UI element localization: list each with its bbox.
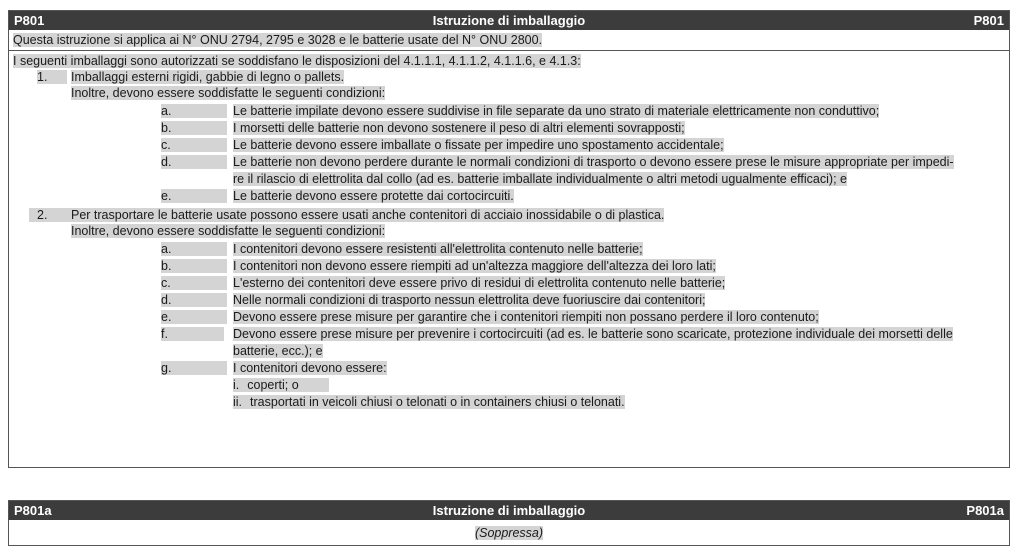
item1-sub-a-text: Le batterie impilate devono essere suddivise in file separate da uno strato di materiale elettricamente non conduttivo; (233, 104, 880, 118)
p801-applies: Questa istruzione si applica ai N° ONU 2794, 2795 e 3028 e le batterie usate del N° ONU 2800. (13, 33, 543, 47)
item1-sub-b-text: I morsetti delle batterie non devono sostenere il peso di altri elementi sovrapposti; (233, 121, 685, 135)
item1-sub-c-letter: c. (161, 138, 227, 152)
item2-g-roman-ii: ii. (233, 395, 250, 409)
item2-sub-f-text: Devono essere prese misure per prevenire i cortocircuiti (ad es. le batterie sono scaricate, protezione individuale dei morsetti delle (233, 327, 953, 341)
item2-sub-a-text: I contenitori devono essere resistenti all'elettrolita contenuto nelle batterie; (233, 242, 643, 256)
item1-sub-b-letter: b. (161, 121, 227, 135)
item1-sub-d-continuation: re il rilascio di elettrolita dal collo (ad es. batterie imballate individualmente o altri metodi ugualmente efficaci); e (233, 172, 847, 186)
p801a-note: (Soppressa) (474, 526, 544, 540)
item1-text: Imballaggi esterni rigidi, gabbie di legno o pallets. (71, 70, 345, 84)
item2-sub-c-letter: c. (161, 276, 227, 290)
p801a-title: Istruzione di imballaggio (432, 503, 586, 518)
item2-text: Per trasportare le batterie usate possono essere usati anche contenitori di acciaio inossidabile o di plastica. (71, 208, 665, 222)
item2-sub-g-text: I contenitori devono essere: (233, 361, 387, 375)
item2-sub-e-text: Devono essere prese misure per garantire che i contenitori riempiti non possano perdere il loro contenuto; (233, 310, 819, 324)
item1-number: 1. (37, 70, 67, 84)
p801a-code-left: P801a (14, 503, 52, 518)
item1-sub-d-text: Le batterie non devono perdere durante le normali condizioni di trasporto o devono essere prese le misure appropriate per impedi- (233, 155, 954, 169)
item1-sub-e-letter: e. (161, 189, 227, 203)
item1-sub-a-letter: a. (161, 104, 227, 118)
item2-sub-b-letter: b. (161, 259, 227, 273)
item2-sub-d-letter: d. (161, 293, 227, 307)
p801-intro: I seguenti imballaggi sono autorizzati se soddisfano le disposizioni del 4.1.1.1, 4.1.1.2, 4.1.1.6, e 4.1.3: (13, 54, 581, 68)
item2-sub-c-text: L'esterno dei contenitori deve essere privo di residui di elettrolita contenuto nelle batterie; (233, 276, 726, 290)
item2-sub-d-text: Nelle normali condizioni di trasporto nessun elettrolita deve fuoriuscire dai contenitori; (233, 293, 706, 307)
p801-divider (9, 50, 1009, 51)
item2-sub-f-letter: f. (161, 327, 224, 341)
p801a-code-right: P801a (966, 503, 1004, 518)
p801-code-left: P801 (14, 13, 45, 28)
item2-sub-g-letter: g. (161, 361, 227, 375)
item2-g-text-i: coperti; o (247, 378, 328, 392)
item1-sub-c-text: Le batterie devono essere imballate o fissate per impedire uno spostamento accidentale; (233, 138, 724, 152)
item1-sub-e-text: Le batterie devono essere protette dai cortocircuiti. (233, 189, 514, 203)
item2-sub-e-letter: e. (161, 310, 227, 324)
item2-sub-a-letter: a. (161, 242, 227, 256)
p801-code-right: P801 (973, 13, 1004, 28)
item2-g-roman-i: i. (233, 378, 247, 392)
item2-conditions: Inoltre, devono essere soddisfatte le seguenti condizioni: (71, 224, 386, 238)
p801-table (8, 10, 1010, 468)
item2-g-text-ii: trasportati in veicoli chiusi o telonati o in containers chiusi o telonati. (250, 395, 625, 409)
item2-sub-b-text: I contenitori non devono essere riempiti ad un'altezza maggiore dell'altezza dei loro lati; (233, 259, 716, 273)
item1-conditions: Inoltre, devono essere soddisfatte le seguenti condizioni: (71, 86, 386, 100)
p801a-header (9, 501, 1009, 520)
p801a-table (8, 500, 1010, 546)
item1-sub-d-letter: d. (161, 155, 227, 169)
item2-sub-f-continuation: batterie, ecc.); e (233, 344, 323, 358)
item2-number: 2. (29, 208, 71, 222)
p801-title: Istruzione di imballaggio (432, 13, 586, 28)
p801-header (9, 11, 1009, 30)
